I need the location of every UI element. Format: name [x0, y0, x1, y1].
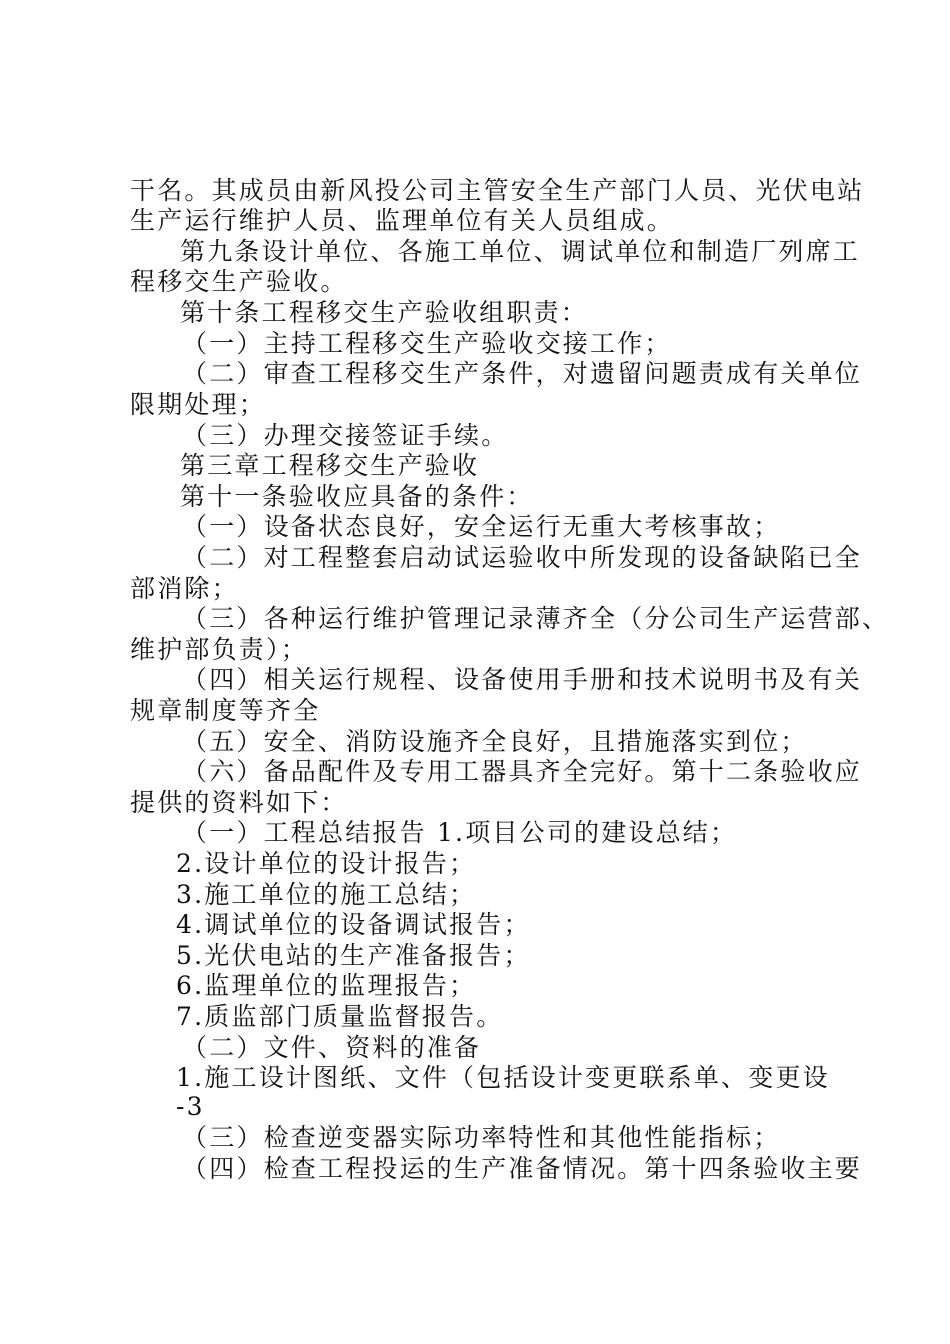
text-line: 第十一条验收应具备的条件： — [180, 482, 534, 511]
text-line: 4.调试单位的设备调试报告； — [176, 910, 531, 939]
page-number: -3 — [176, 1092, 205, 1121]
text-line: （一）主持工程移交生产验收交接工作； — [182, 329, 672, 358]
text-line: 6.监理单位的监理报告； — [176, 971, 477, 1000]
text-line: （三）办理交接签证手续。 — [182, 421, 509, 450]
text-line: 7.质监部门质量监督报告。 — [176, 1002, 504, 1031]
text-line: （五）安全、消防设施齐全良好，且措施落实到位； — [182, 727, 808, 756]
text-line: （三）检查逆变器实际功率特性和其他性能指标； — [182, 1123, 781, 1152]
text-line: 生产运行维护人员、监理单位有关人员组成。 — [130, 206, 675, 235]
text-line: 规章制度等齐全 — [130, 696, 321, 725]
text-line: （四）检查工程投运的生产准备情况。第十四条验收主要 — [182, 1154, 863, 1183]
text-line: 部消除； — [130, 574, 239, 603]
text-line: 维护部负责）； — [130, 635, 308, 664]
text-line: 第三章工程移交生产验收 — [180, 451, 480, 480]
text-line: （二）对工程整套启动试运验收中所发现的设备缺陷已全 — [182, 543, 863, 572]
text-line: （二）文件、资料的准备 — [182, 1033, 482, 1062]
text-line: （一）设备状态良好，安全运行无重大考核事故； — [182, 512, 781, 541]
text-line: （三）各种运行维护管理记录薄齐全（分公司生产运营部、 — [182, 604, 890, 633]
text-line: 第九条设计单位、各施工单位、调试单位和制造厂列席工 — [180, 237, 861, 266]
text-line: （六）备品配件及专用工器具齐全完好。第十二条验收应 — [182, 757, 863, 786]
text-line: 第十条工程移交生产验收组职责： — [180, 298, 589, 327]
text-line: 提供的资料如下： — [130, 788, 348, 817]
text-line: 程移交生产验收。 — [130, 267, 348, 296]
text-line: 干名。其成员由新风投公司主管安全生产部门人员、光伏电站 — [130, 176, 865, 205]
text-line: 2.设计单位的设计报告； — [176, 849, 477, 878]
text-line: （二）审查工程移交生产条件，对遗留问题责成有关单位 — [182, 359, 863, 388]
text-line: （四）相关运行规程、设备使用手册和技术说明书及有关 — [182, 665, 863, 694]
text-line: （一）工程总结报告 1.项目公司的建设总结； — [182, 818, 738, 847]
text-line: 5.光伏电站的生产准备报告； — [176, 941, 531, 970]
text-line: 限期处理； — [130, 390, 267, 419]
text-line: 1.施工设计图纸、文件（包括设计变更联系单、变更设 — [176, 1063, 830, 1092]
text-line: 3.施工单位的施工总结； — [176, 880, 477, 909]
